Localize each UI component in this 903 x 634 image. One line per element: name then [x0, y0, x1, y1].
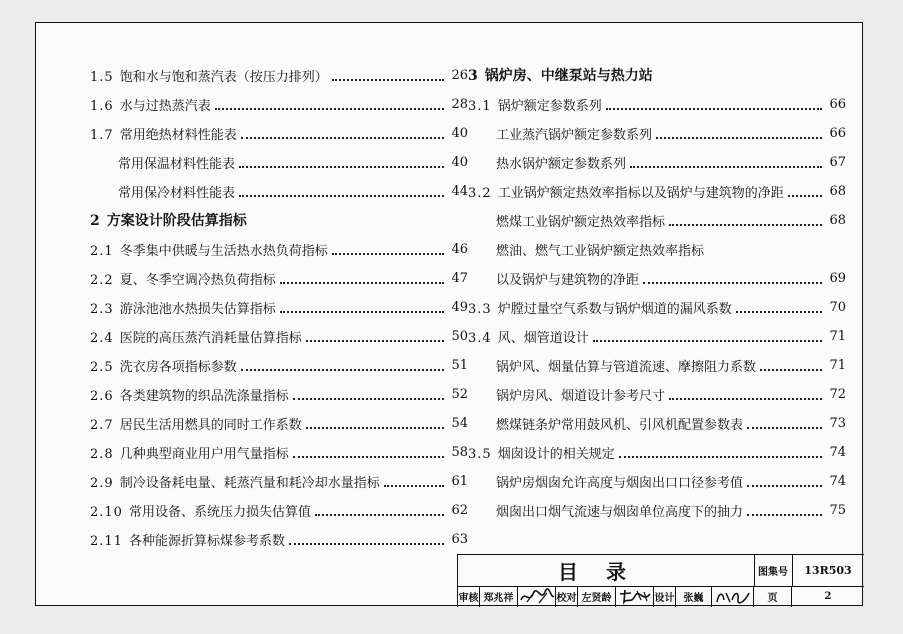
toc-entry — [90, 326, 468, 346]
toc-entry-text: 洗衣房各项指标参数 — [119, 359, 237, 375]
toc-entry — [90, 384, 468, 404]
toc-entry-text: 冬季集中供暖与生活热水热负荷指标 — [119, 243, 328, 259]
dot-leader — [306, 413, 444, 429]
toc-entry-text: 锅炉房烟囱允许高度与烟囱出口口径参考值 — [496, 475, 744, 491]
toc-entry — [90, 152, 468, 172]
toc-entry — [90, 65, 468, 85]
toc-entry-number: 2.2 — [90, 272, 114, 288]
toc-entry — [468, 94, 846, 114]
toc-entry-number: 2.1 — [90, 243, 114, 259]
toc-entry-title — [468, 472, 743, 491]
dot-leader — [293, 384, 444, 400]
toc-entry-title — [90, 443, 289, 462]
toc-entry-text: 锅炉房风、烟道设计参考尺寸 — [496, 388, 666, 404]
toc-entry-number: 1.7 — [90, 127, 114, 143]
toc-entry-page: 74 — [829, 444, 846, 460]
toc-entry-number: 3 — [468, 68, 479, 84]
toc-entry — [468, 152, 846, 172]
dot-leader — [619, 442, 822, 458]
dot-leader — [669, 210, 822, 226]
toc-entry-title — [90, 182, 235, 201]
toc-entry-number: 1.6 — [90, 98, 114, 114]
toc-entry-page: 71 — [829, 328, 846, 344]
toc-entry-title — [90, 501, 311, 520]
toc-entry-text: 常用设备、系统压力损失估算值 — [128, 504, 311, 520]
dot-leader — [332, 239, 444, 255]
toc-entry-text: 热水锅炉额定参数系列 — [496, 156, 627, 172]
toc-entry-number: 2.8 — [90, 446, 114, 462]
dot-leader — [708, 240, 822, 254]
toc-entry-text: 常用保冷材料性能表 — [118, 185, 236, 201]
dot-leader — [384, 471, 444, 487]
toc-entry-page: 69 — [829, 270, 846, 286]
dot-leader — [332, 65, 444, 81]
sheet-frame — [35, 22, 863, 606]
toc-entry — [90, 442, 468, 462]
toc-entry-text: 燃煤链条炉常用鼓风机、引风机配置参数表 — [496, 417, 744, 433]
dot-leader — [251, 211, 444, 225]
toc-entry-page: 54 — [451, 415, 468, 431]
toc-entry-title — [468, 269, 639, 288]
toc-entry-page: 52 — [451, 386, 468, 402]
toc-entry — [90, 297, 468, 317]
toc-entry-title — [468, 182, 784, 201]
toc-entry — [468, 413, 846, 433]
toc-entry-title — [468, 124, 652, 143]
toc-entry-page: 44 — [451, 183, 468, 199]
toc-entry-text: 锅炉风、烟量估算与管道流速、摩擦阻力系数 — [496, 359, 757, 375]
toc-entry-text: 常用保温材料性能表 — [118, 156, 236, 172]
toc-entry-title — [90, 210, 247, 230]
checker-signature — [616, 586, 654, 607]
toc-entry — [90, 413, 468, 433]
atlas-number: 13R503 — [804, 564, 852, 577]
toc-entry-page: 61 — [451, 473, 468, 489]
toc-entry-text: 居民生活用燃具的同时工作系数 — [119, 417, 302, 433]
toc-entry-text: 工业蒸汽锅炉额定参数系列 — [496, 127, 653, 143]
toc-entry — [90, 500, 468, 520]
title-block — [457, 554, 864, 607]
toc-entry-page: 51 — [451, 357, 468, 373]
toc-entry-title — [90, 124, 237, 143]
toc-entry-title — [90, 153, 235, 172]
dot-leader — [593, 326, 822, 342]
toc-entry-title — [468, 356, 756, 375]
toc-entry — [90, 239, 468, 259]
page-number: 2 — [824, 591, 832, 602]
toc-entry — [90, 210, 468, 230]
toc-entry — [90, 355, 468, 375]
toc-entry-page: 73 — [829, 415, 846, 431]
toc-entry-title — [90, 385, 289, 404]
toc-entry-number: 2.7 — [90, 417, 114, 433]
toc-entry-page: 40 — [451, 125, 468, 141]
toc-entry-title — [468, 385, 665, 404]
toc-entry — [90, 123, 468, 143]
toc-entry — [90, 181, 468, 201]
toc-entry-number: 3.4 — [468, 330, 492, 346]
dot-leader — [747, 471, 822, 487]
toc-entry-text: 各种能源折算标煤参考系数 — [128, 533, 285, 549]
dot-leader — [280, 268, 444, 284]
toc-entry — [468, 326, 846, 346]
reviewer-name: 郑兆祥 — [480, 586, 518, 607]
dot-leader — [289, 529, 444, 545]
toc-entry — [90, 94, 468, 114]
toc-entry-title — [468, 95, 602, 114]
toc-entry-title — [90, 356, 237, 375]
toc-entry-text: 炉膛过量空气系数与锅炉烟道的漏风系数 — [497, 301, 732, 317]
dot-leader — [736, 297, 822, 313]
toc-entry-title — [468, 501, 743, 520]
toc-entry-title — [468, 443, 615, 462]
toc-entry-text: 锅炉房、中继泵站与热力站 — [484, 68, 653, 84]
toc-entry — [468, 471, 846, 491]
dot-leader — [315, 500, 444, 516]
toc-entry-page: 63 — [451, 531, 468, 547]
toc-entry — [468, 123, 846, 143]
toc-entry-text: 燃油、燃气工业锅炉额定热效率指标 — [496, 243, 705, 259]
toc-entry-page: 47 — [451, 270, 468, 286]
toc-entry-page: 68 — [829, 183, 846, 199]
toc-entry-number: 2.6 — [90, 388, 114, 404]
toc-entry-text: 风、烟管道设计 — [497, 330, 589, 346]
sheet-title: 目录 — [458, 555, 755, 586]
dot-leader — [215, 94, 444, 110]
toc-entry-title — [90, 66, 328, 85]
page-label: 页 — [754, 586, 792, 607]
dot-leader — [643, 268, 822, 284]
toc-entry-page: 75 — [829, 502, 846, 518]
dot-leader — [788, 181, 822, 197]
toc-entry — [468, 442, 846, 462]
toc-entry-number: 2.3 — [90, 301, 114, 317]
toc-entry-page: 28 — [451, 96, 468, 112]
toc-entry-text: 几种典型商业用户用气量指标 — [119, 446, 289, 462]
toc-entry-number: 3.2 — [468, 185, 492, 201]
toc-entry-text: 燃煤工业锅炉额定热效率指标 — [496, 214, 666, 230]
toc-entry-number: 2.9 — [90, 475, 114, 491]
review-label: 审核 — [458, 586, 480, 607]
check-label: 校对 — [556, 586, 578, 607]
toc-entry-number: 3.3 — [468, 301, 492, 317]
dot-leader — [239, 181, 444, 197]
toc-entry-title — [90, 298, 276, 317]
toc-entry-page: 40 — [451, 154, 468, 170]
toc-entry-page: 46 — [451, 241, 468, 257]
toc-entry — [468, 181, 846, 201]
toc-entry-title — [468, 65, 653, 85]
toc-entry-title — [90, 414, 302, 433]
dot-leader — [656, 123, 822, 139]
dot-leader — [747, 500, 822, 516]
dot-leader — [657, 66, 822, 80]
toc-entry-text: 锅炉额定参数系列 — [497, 98, 602, 114]
toc-entry-title — [90, 240, 328, 259]
toc-entry-text: 烟囱设计的相关规定 — [497, 446, 615, 462]
toc-entry-page: 74 — [829, 473, 846, 489]
dot-leader — [293, 442, 444, 458]
toc-entry — [468, 500, 846, 520]
toc-entry-page: 70 — [829, 299, 846, 315]
toc-entry-text: 烟囱出口烟气流速与烟囱单位高度下的抽力 — [496, 504, 744, 520]
toc-entry-number: 2.10 — [90, 504, 123, 520]
toc-entry-number: 2.5 — [90, 359, 114, 375]
toc-entry-text: 各类建筑物的织品洗涤量指标 — [119, 388, 289, 404]
toc-entry-page: 50 — [451, 328, 468, 344]
dot-leader — [747, 413, 822, 429]
designer-name: 张巍 — [676, 586, 712, 607]
toc-entry — [468, 65, 846, 85]
toc-entry — [90, 471, 468, 491]
toc-entry-title — [468, 211, 665, 230]
toc-entry-text: 工业锅炉额定热效率指标以及锅炉与建筑物的净距 — [497, 185, 784, 201]
toc-entry — [468, 210, 846, 230]
toc-entry-title — [90, 269, 276, 288]
toc-entry-title — [90, 530, 285, 549]
dot-leader — [241, 355, 444, 371]
toc-entry — [468, 355, 846, 375]
toc-entry-title — [90, 327, 302, 346]
dot-leader — [606, 94, 822, 110]
checker-name: 左贤龄 — [578, 586, 616, 607]
toc-entry — [468, 239, 846, 259]
toc-entry-page: 58 — [451, 444, 468, 460]
toc-entry-text: 制冷设备耗电量、耗蒸汽量和耗冷却水量指标 — [119, 475, 380, 491]
dot-leader — [239, 152, 444, 168]
toc-entry-page: 62 — [451, 502, 468, 518]
toc-entry-page: 71 — [829, 357, 846, 373]
toc-entry-text: 游泳池池水热损失估算指标 — [119, 301, 276, 317]
toc-entry — [90, 268, 468, 288]
toc-entry-text: 医院的高压蒸汽消耗量估算指标 — [119, 330, 302, 346]
atlas-number-label: 图集号 — [754, 555, 793, 586]
dot-leader — [241, 123, 444, 139]
toc-entry-title — [90, 472, 380, 491]
toc-entry-number: 2 — [90, 213, 101, 229]
toc-entry-page: 26 — [451, 67, 468, 83]
toc-entry-number: 1.5 — [90, 69, 114, 85]
toc-entry — [468, 268, 846, 288]
toc-entry-text: 水与过热蒸汽表 — [119, 98, 211, 114]
toc-entry-title — [468, 327, 589, 346]
toc-entry — [468, 384, 846, 404]
toc-entry-title — [90, 95, 211, 114]
dot-leader — [760, 355, 822, 371]
dot-leader — [669, 384, 822, 400]
designer-signature — [712, 586, 754, 607]
toc-entry-number: 3.5 — [468, 446, 492, 462]
toc-entry-title — [468, 153, 626, 172]
toc-entry-text: 以及锅炉与建筑物的净距 — [496, 272, 640, 288]
toc-entry-text: 常用绝热材料性能表 — [119, 127, 237, 143]
toc-entry — [90, 529, 468, 549]
dot-leader — [280, 297, 444, 313]
toc-entry-title — [468, 240, 704, 259]
toc-entry-number: 2.11 — [90, 533, 123, 549]
dot-leader — [306, 326, 444, 342]
toc-entry-page: 66 — [829, 125, 846, 141]
dot-leader — [630, 152, 822, 168]
toc-entry-page: 72 — [829, 386, 846, 402]
toc-entry-number: 2.4 — [90, 330, 114, 346]
toc-entry-page: 68 — [829, 212, 846, 228]
toc-entry-page: 67 — [829, 154, 846, 170]
toc-entry-text: 方案设计阶段估算指标 — [106, 213, 247, 229]
toc-entry-text: 夏、冬季空调冷热负荷指标 — [119, 272, 276, 288]
toc-entry-number: 3.1 — [468, 98, 492, 114]
toc-entry-page: 49 — [451, 299, 468, 315]
toc-entry-text: 饱和水与饱和蒸汽表（按压力排列） — [119, 69, 328, 85]
reviewer-signature — [518, 586, 556, 607]
toc-entry-page: 66 — [829, 96, 846, 112]
toc-entry-title — [468, 298, 732, 317]
design-label: 设计 — [654, 586, 676, 607]
toc-entry — [468, 297, 846, 317]
toc-entry-title — [468, 414, 743, 433]
